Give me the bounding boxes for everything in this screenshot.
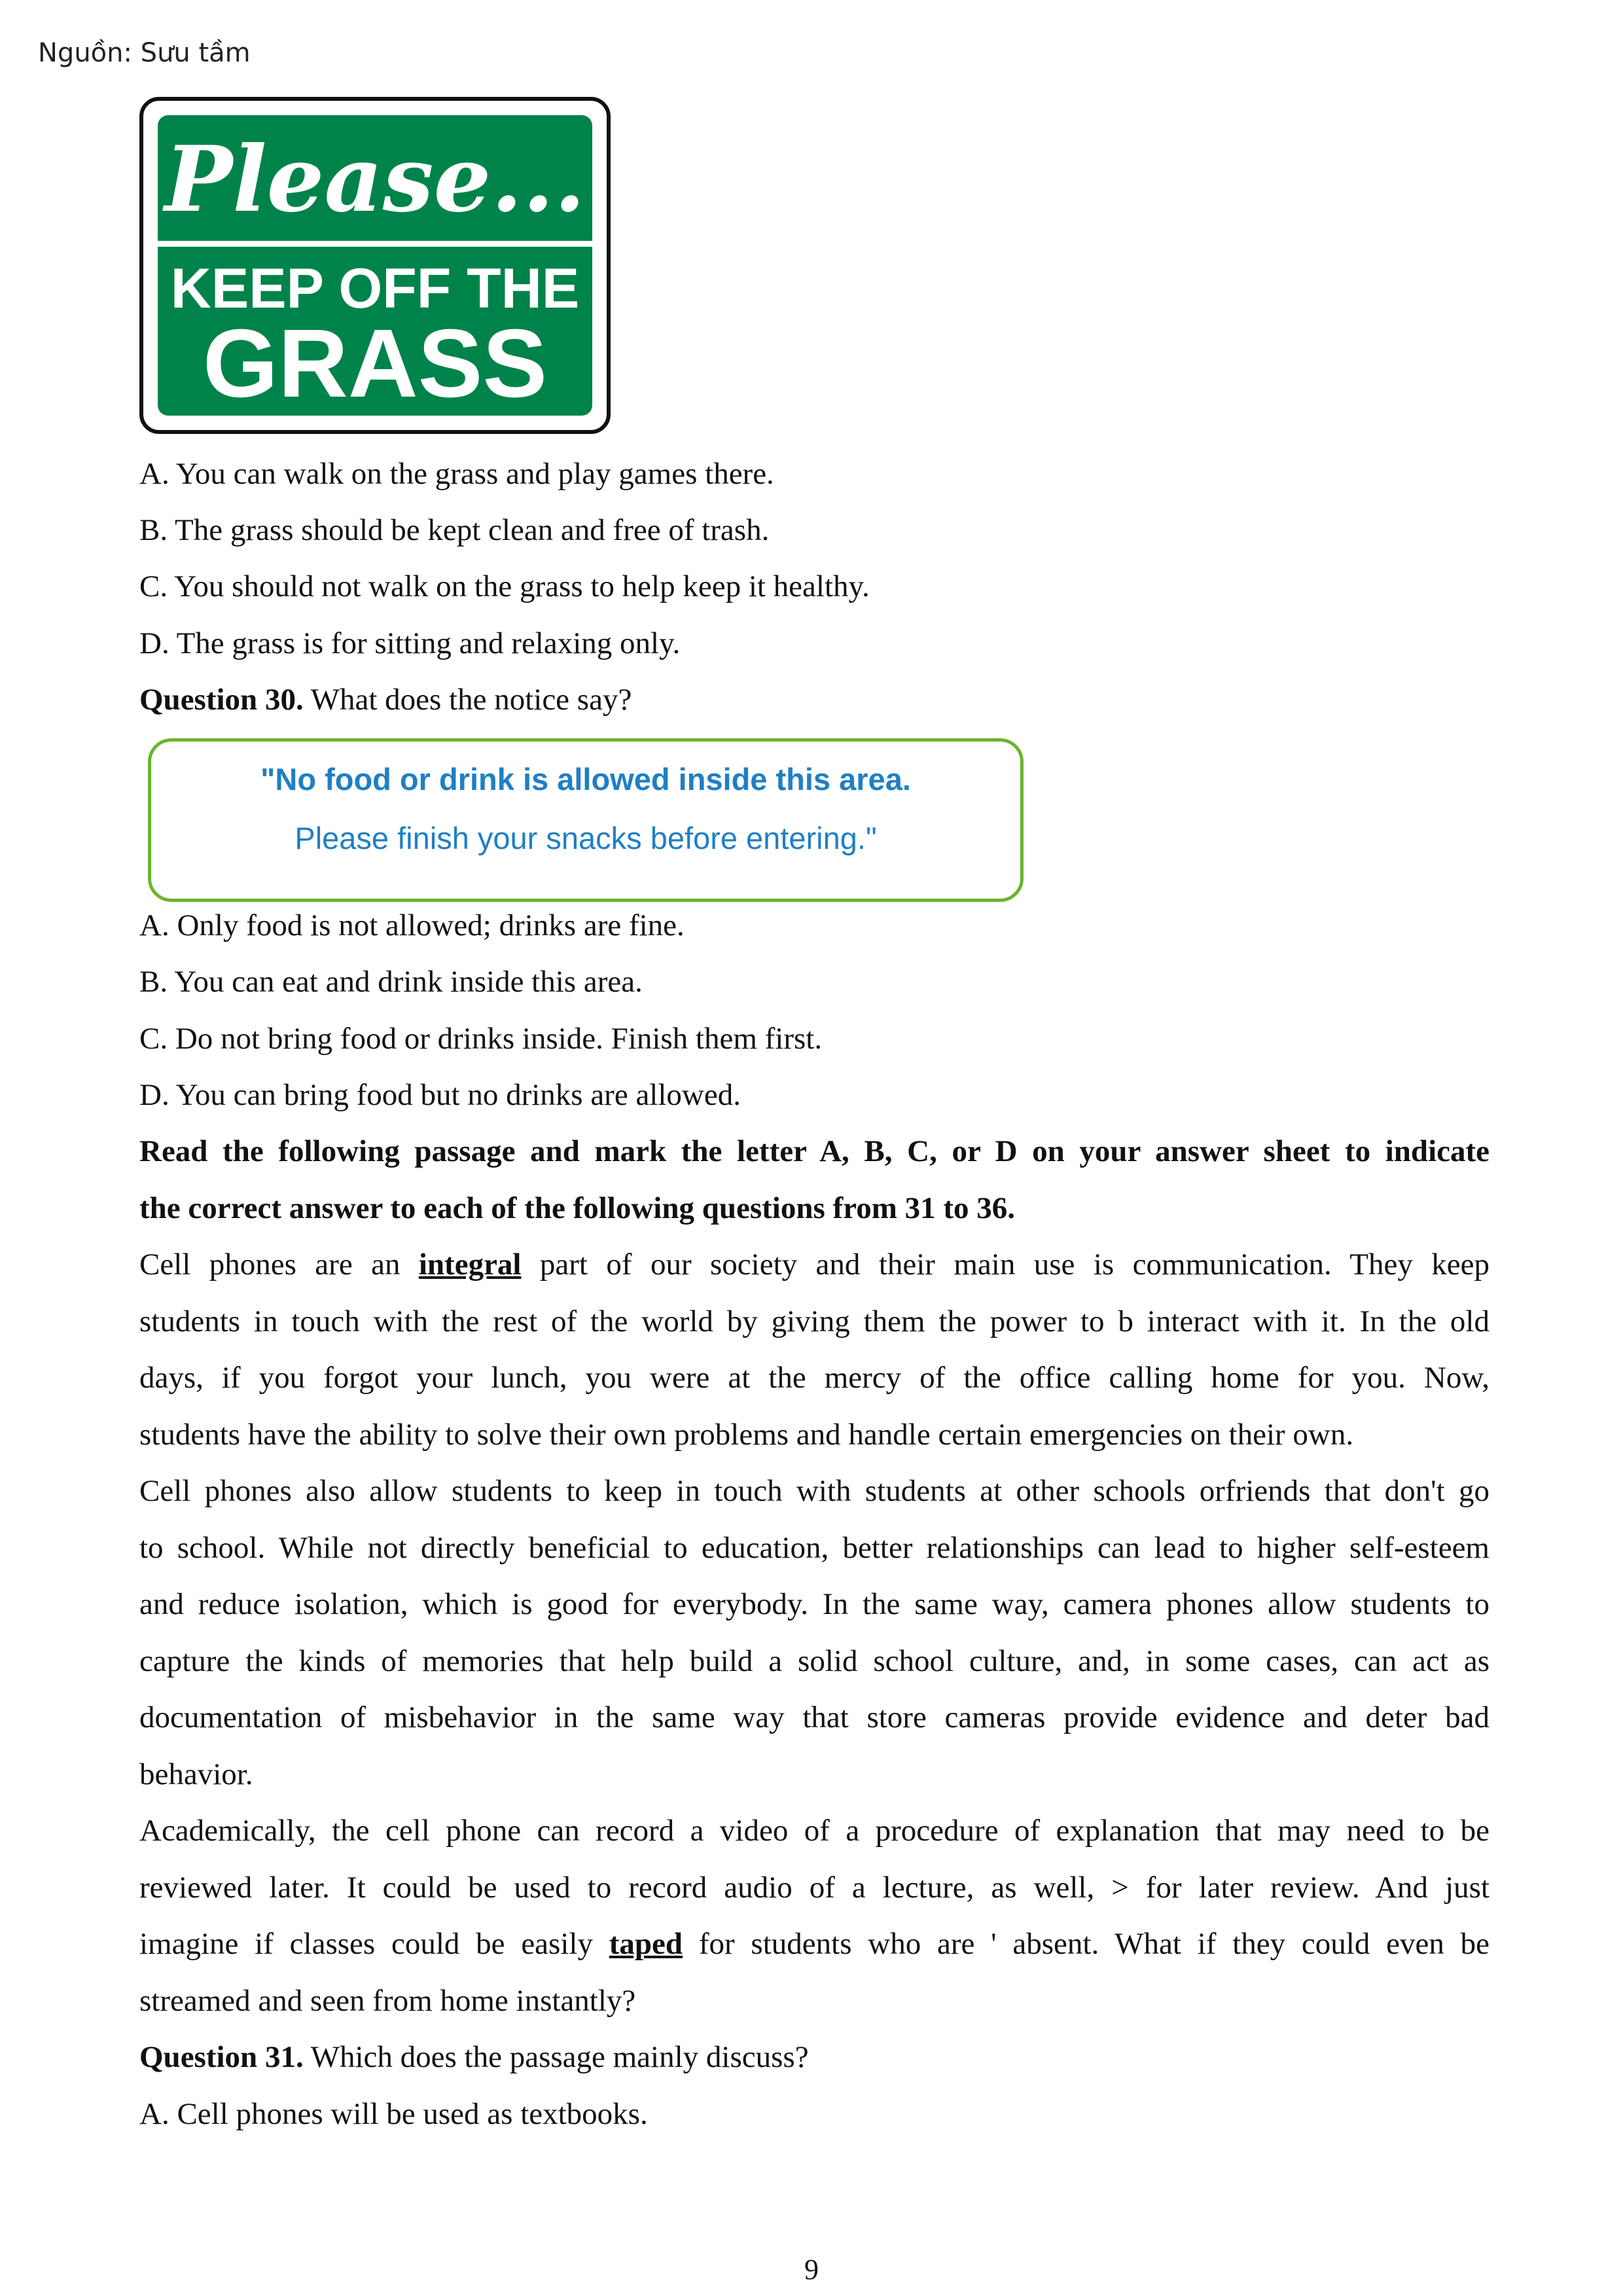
instruction-line-2: the correct answer to each of the following questions from 31 to 36. [139, 1191, 1016, 1225]
page-number: 9 [804, 2253, 819, 2286]
question-31-label: Question 31. [139, 2040, 304, 2074]
q30-option-a: A. Only food is not allowed; drinks are fine. [139, 908, 685, 942]
highlighted-word-integral: integral [418, 1247, 522, 1282]
passage-text: for students who are ' absent. What if they could even be [683, 1927, 1489, 1961]
passage-p2-line-5: documentation of misbehavior in the same way that store cameras provide evidence and deter bad [139, 1700, 1489, 1734]
passage-p3-line-1: Academically, the cell phone can record a video of a procedure of explanation that may need to be [139, 1814, 1489, 1848]
passage-p1-line-2: students in touch with the rest of the world by giving them the power to b interact with it. In the old [139, 1304, 1489, 1338]
sign-panel [158, 115, 592, 416]
sign-line-1: KEEP OFF THE [170, 257, 580, 320]
passage-p1-line-4: students have the ability to solve their own problems and handle certain emergencies on their own. [139, 1418, 1354, 1452]
notice-box [148, 738, 1024, 902]
question-31-text: Which does the passage mainly discuss? [303, 2040, 809, 2074]
passage-p3-line-3 [139, 1926, 1489, 1962]
passage-p2-line-3: and reduce isolation, which is good for everybody. In the same way, camera phones allow students to [139, 1587, 1489, 1621]
notice-line-2: Please finish your snacks before entering." [294, 821, 877, 855]
passage-text: imagine if classes could be easily [139, 1927, 609, 1961]
passage-p2-line-2: to school. While not directly beneficial to education, better relationships can lead to higher self-esteem [139, 1531, 1489, 1565]
q30-option-c: C. Do not bring food or drinks inside. Finish them first. [139, 1022, 823, 1056]
sign-please-text: Please... [164, 126, 586, 232]
q30-option-d: D. You can bring food but no drinks are allowed. [139, 1078, 741, 1112]
keep-off-grass-sign [139, 97, 611, 434]
passage-p3-line-2: reviewed later. It could be used to record audio of a lecture, as well, > for later review. And just [139, 1871, 1489, 1905]
source-note: Nguồn: Sưu tầm [38, 38, 251, 68]
q30-option-b: B. You can eat and drink inside this area. [139, 965, 643, 999]
passage-p2-line-6: behavior. [139, 1757, 253, 1791]
q29-option-c: C. You should not walk on the grass to help keep it healthy. [139, 569, 870, 603]
q29-option-a: A. You can walk on the grass and play games there. [139, 457, 774, 491]
passage-text: part of our society and their main use is communication. They keep [521, 1247, 1489, 1282]
q29-option-d: D. The grass is for sitting and relaxing only. [139, 626, 681, 660]
passage-p1-line-1 [139, 1246, 1489, 1283]
passage-text: Cell phones are an [139, 1247, 419, 1282]
passage-p1-line-3: days, if you forgot your lunch, you were at the mercy of the office calling home for you. Now, [139, 1361, 1489, 1395]
question-30-text: What does the notice say? [303, 683, 632, 717]
sign-divider [158, 241, 592, 247]
question-30-label: Question 30. [139, 683, 304, 717]
q29-option-b: B. The grass should be kept clean and free of trash. [139, 513, 770, 547]
instruction-line-1: Read the following passage and mark the letter A, B, C, or D on your answer sheet to indicate [139, 1134, 1489, 1168]
highlighted-word-taped: taped [609, 1927, 683, 1961]
notice-line-1: "No food or drink is allowed inside this area. [260, 762, 911, 797]
question-30 [139, 681, 632, 718]
sign-line-2: GRASS [202, 310, 548, 416]
passage-p2-line-4: capture the kinds of memories that help build a solid school culture, and, in some cases, can act as [139, 1644, 1489, 1678]
q31-option-a: A. Cell phones will be used as textbooks. [139, 2097, 648, 2131]
question-31 [139, 2039, 809, 2075]
passage-p2-line-1: Cell phones also allow students to keep in touch with students at other schools orfriends that don't go [139, 1474, 1489, 1508]
passage-p3-line-4: streamed and seen from home instantly? [139, 1984, 636, 2018]
